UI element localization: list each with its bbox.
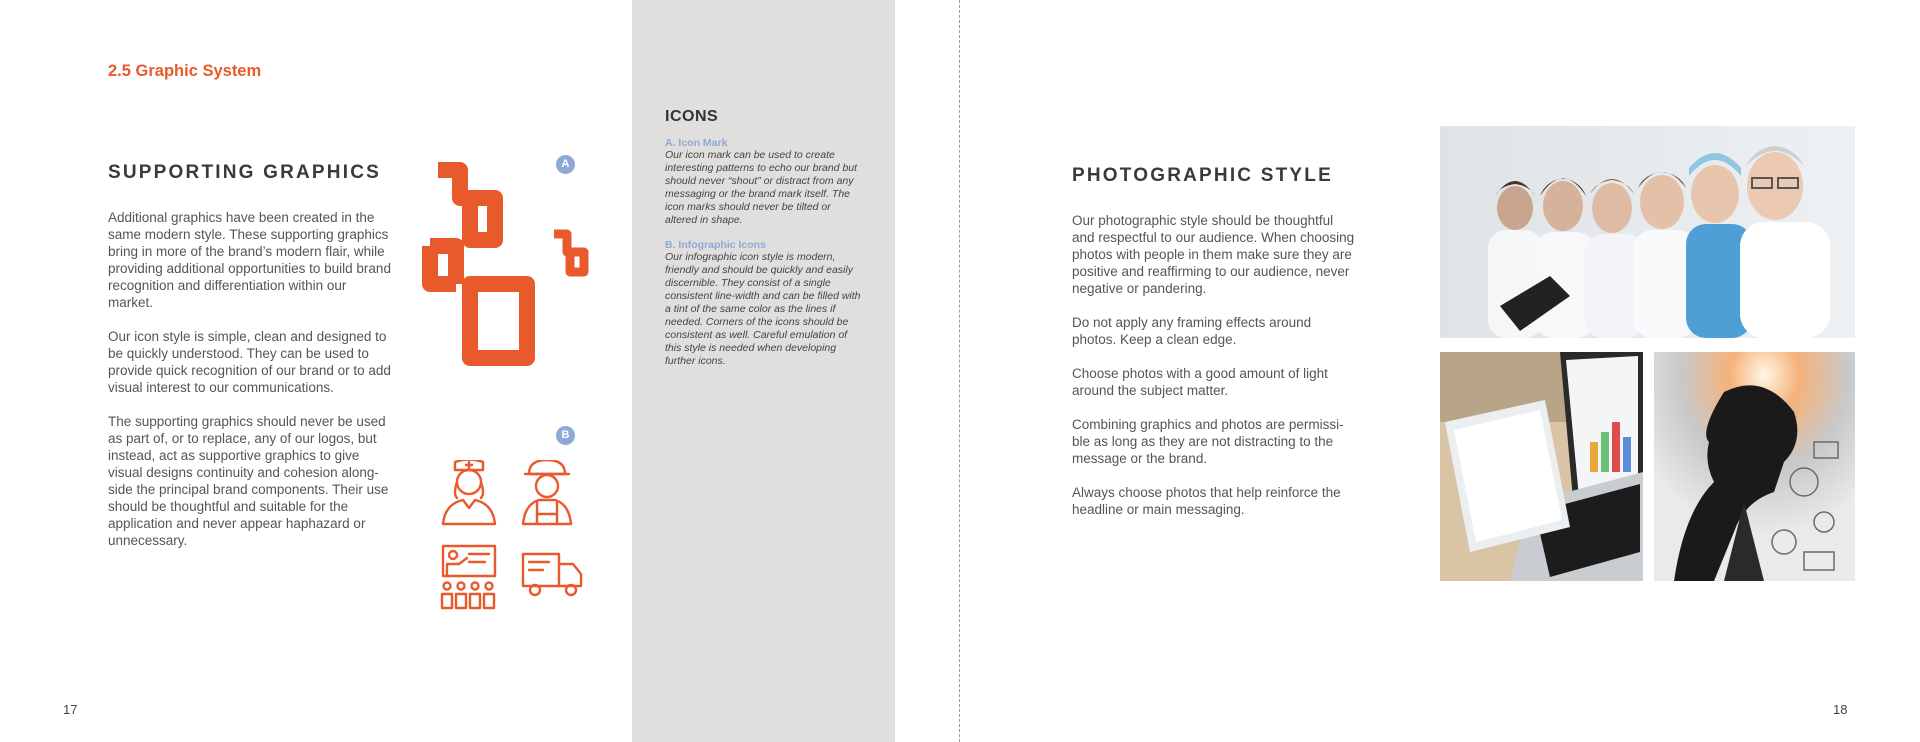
paragraph: Our photographic style should be thoughtful and respectful to our audience. When choosing photos with people in them make sure they are positive and reaffirming to our audience, never negative or pandering.	[1072, 213, 1355, 296]
supporting-graphics-heading: SUPPORTING GRAPHICS	[108, 162, 381, 183]
paragraph: Additional graphics have been created in the same modern style. These supporting graphics bring in more of the brand’s modern flair, while providing additional opportunities to build brand recognition and differentiation within our market.	[108, 210, 391, 310]
photographic-style-body	[1072, 212, 1357, 535]
sidebar-item-label: A. Icon Mark	[665, 137, 728, 149]
sidebar-item-label: B. Infographic Icons	[665, 239, 766, 251]
paragraph: The supporting graphics should never be used as part of, or to replace, any of our logos, but instead, act as supportive graphics to give visual designs continuity and cohesion along-side the principal brand components. Their use should be thoughtful and suitable for the application and never appear haphazard or unnecessary.	[108, 414, 389, 548]
supporting-graphics-body	[108, 209, 392, 566]
paragraph: Always choose photos that help reinforce the headline or main messaging.	[1072, 485, 1341, 517]
icon-mark-illustration	[420, 160, 600, 372]
paragraph: Choose photos with a good amount of light around the subject matter.	[1072, 366, 1328, 398]
medical-team-photo	[1440, 126, 1855, 338]
delivery-truck-icon	[523, 554, 581, 595]
teacher-presentation-icon	[442, 546, 495, 608]
page-number-right: 18	[1833, 702, 1848, 717]
silhouette-technology-photo	[1654, 352, 1855, 581]
nurse-icon	[443, 460, 495, 524]
sidebar-item-text: Our infographic icon style is modern, friendly and should be quickly and easily discernible. They consist of a single consistent line-width and can be filled with a tint of the same color as the lines if needed. Corners of the icons should be consistent as well. Careful emulation of this style is needed when developing further icons.	[665, 251, 861, 367]
icon-mark-small-icon	[554, 234, 584, 272]
page-number-left: 17	[63, 702, 78, 717]
icon-mark-large-icon	[430, 170, 527, 358]
page-divider	[959, 0, 960, 742]
section-title: 2.5 Graphic System	[108, 62, 262, 80]
badge-a: A	[556, 155, 575, 174]
photographic-style-heading: PHOTOGRAPHIC STYLE	[1072, 165, 1333, 186]
paragraph: Our icon style is simple, clean and designed to be quickly understood. They can be used to provide quick recognition of our brand or to add visual interest to our communications.	[108, 329, 391, 395]
construction-worker-icon	[523, 460, 571, 524]
sidebar-item-text: Our icon mark can be used to create interesting patterns to echo our brand but should never “shout” or distract from any messaging or the brand mark itself. The icon marks should never be tilted or altered in shape.	[665, 149, 858, 226]
paragraph: Do not apply any framing effects around photos. Keep a clean edge.	[1072, 315, 1312, 347]
icons-sidebar-content	[665, 137, 865, 380]
laptop-tablet-photo	[1440, 352, 1643, 581]
paragraph: Combining graphics and photos are permissi-ble as long as they are not distracting to the message or the brand.	[1072, 417, 1344, 466]
infographic-icons	[433, 460, 593, 615]
badge-b: B	[556, 426, 575, 445]
icons-sidebar-title: ICONS	[665, 108, 719, 125]
